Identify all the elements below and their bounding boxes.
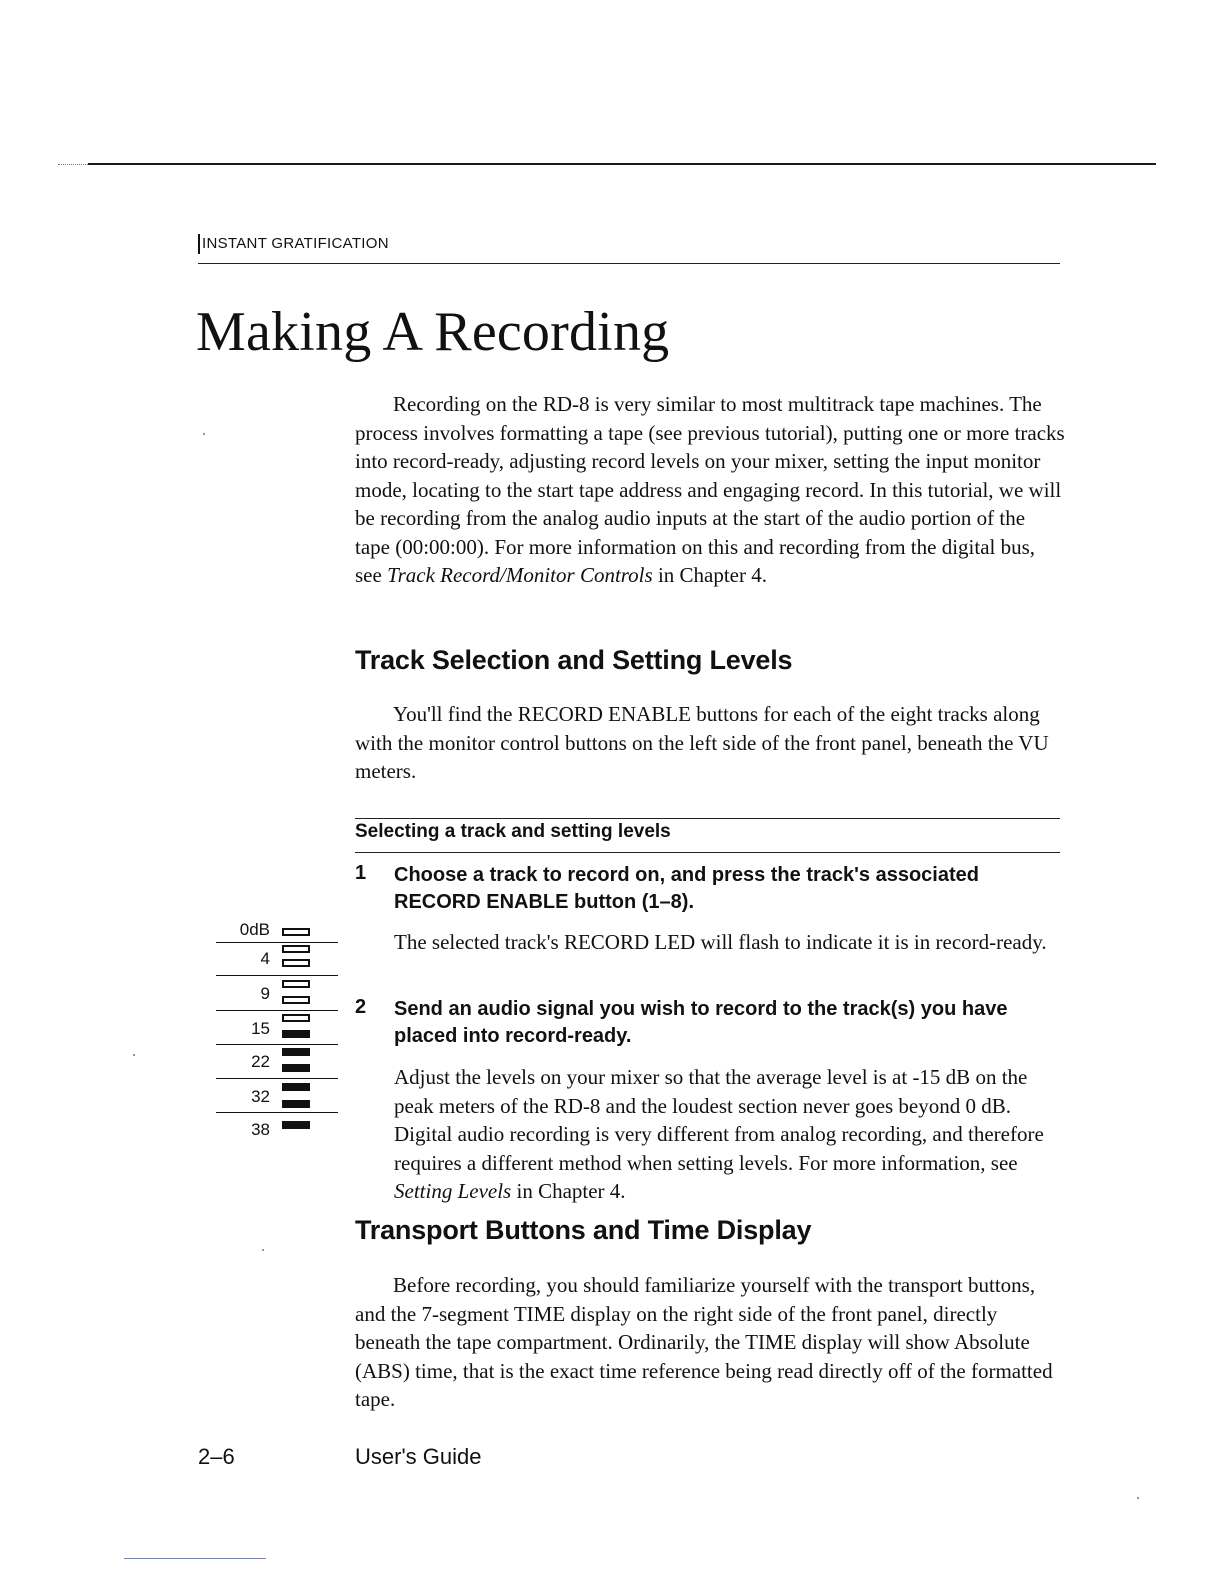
step-2-cross-reference: Setting Levels [394,1179,512,1203]
step-2-detail [394,1063,1054,1206]
meter-segment [282,1048,310,1056]
step-2-instruction: Send an audio signal you wish to record to the track(s) you have placed into record-ready. [394,998,1008,1047]
top-rule [88,163,1156,165]
meter-segment [282,1030,310,1038]
section-label [198,234,389,254]
footer-page-number: 2–6 [198,1444,235,1469]
intro-cross-reference: Track Record/Monitor Controls [387,563,653,587]
meter-segment [282,1064,310,1072]
procedure-rule-bottom [355,852,1060,853]
meter-label-32: 32 [251,1087,270,1106]
meter-segment [282,928,310,936]
page-title: Making A Recording [196,301,670,363]
step-1-number: 1 [355,862,367,884]
meter-label-38: 38 [251,1120,270,1139]
meter-segment [282,1100,310,1108]
step-2-detail-after: in Chapter 4. [511,1179,626,1203]
meter-segment [282,980,310,988]
meter-label-15: 15 [251,1019,270,1038]
meter-segment [282,1121,310,1129]
track-section-heading: Track Selection and Setting Levels [355,645,793,675]
meter-segment [282,996,310,1004]
peak-meter-illustration [200,918,350,1138]
top-rule-dots [58,164,88,165]
track-section-paragraph: You'll find the RECORD ENABLE buttons for each of the eight tracks along with the monitor control buttons on the left side of the front panel, beneath the VU meters. [355,702,1049,783]
meter-rule [216,1078,338,1079]
step-2-number: 2 [355,996,367,1018]
footer-guide-name: User's Guide [355,1444,482,1469]
meter-label-0db: 0dB [239,920,270,939]
meter-label-4: 4 [260,949,270,968]
meter-rule [216,975,338,976]
scan-speck [262,1249,264,1251]
intro-text-before: Recording on the RD-8 is very similar to most multitrack tape machines. The process involves formatting a tape (see previous tutorial), putting one or more tracks into record-ready, adjusting record levels on your mixer, setting the input monitor mode, locating to the start tape address and engaging record. In this tutorial, we will be recording from the analog audio inputs at the start of the audio portion of the tape (00:00:00). For more information on this and recording from the digital bus, see [355,392,1065,587]
step-2-detail-before: Adjust the levels on your mixer so that the average level is at -15 dB on the peak meters of the RD-8 and the loudest section never goes beyond 0 dB. Digital audio recording is very different from analog recording, and therefore requires a different method when setting levels. For more information, see [394,1065,1044,1175]
meter-segment [282,959,310,967]
step-1-detail: The selected track's RECORD LED will flash to indicate it is in record-ready. [394,930,1047,954]
intro-text-after: in Chapter 4. [652,563,767,587]
scan-speck [133,1054,135,1056]
intro-paragraph [355,390,1065,590]
step-1-instruction: Choose a track to record on, and press the track's associated RECORD ENABLE button (1–8). [394,864,979,913]
meter-label-22: 22 [251,1052,270,1071]
section-rule [198,263,1060,264]
meter-segment [282,1014,310,1022]
meter-rule [216,942,338,943]
meter-segment [282,945,310,953]
procedure-rule-top [355,818,1060,819]
transport-section-paragraph: Before recording, you should familiarize yourself with the transport buttons, and the 7-segment TIME display on the right side of the front panel, directly beneath the tape compartment. Ordinarily, the TIME display will show Absolute (ABS) time, that is the exact time reference being read directly off of the formatted tape. [355,1273,1053,1411]
meter-rule [216,1010,338,1011]
meter-rule [216,1044,338,1045]
meter-rule [216,1112,338,1113]
procedure-title: Selecting a track and setting levels [355,821,671,842]
meter-segment [282,1083,310,1091]
scan-speck [1137,1497,1139,1499]
scan-speck [203,433,205,435]
transport-section-heading: Transport Buttons and Time Display [355,1215,812,1245]
bottom-edge-line [124,1558,266,1559]
section-label-bar [198,234,200,254]
meter-label-9: 9 [260,984,270,1003]
section-label-text: INSTANT GRATIFICATION [202,235,389,252]
